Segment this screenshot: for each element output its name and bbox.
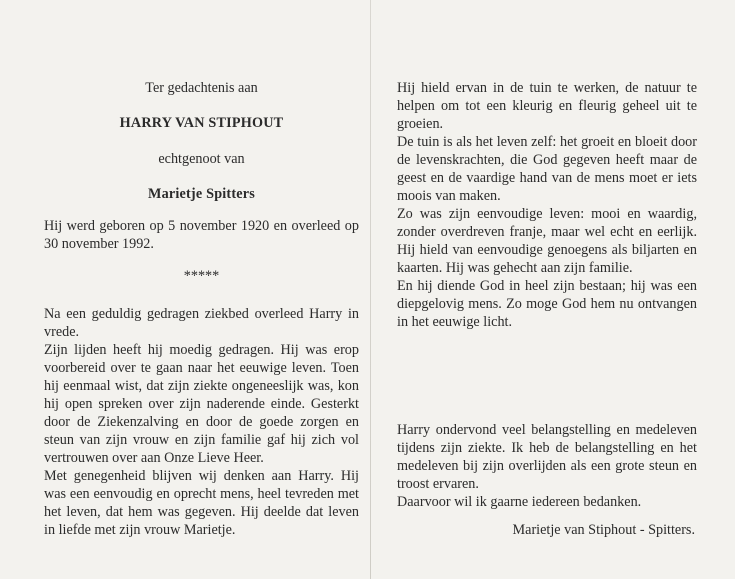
thanks-paragraph: Harry ondervond veel belangstelling en medeleven tijdens zijn ziekte. Ik heb de belangstelling en het medeleven bij zijn overlijden als een grote steun en troost ervaren.: [397, 422, 697, 492]
relation-line: echtgenoot van: [158, 151, 245, 167]
spouse-name: Marietje Spitters: [147, 186, 255, 202]
paragraph: Na een geduldig gedragen ziekbed overleed Harry in vrede.: [44, 306, 359, 340]
paragraph: Met genegenheid blijven wij denken aan Harry. Hij was een eenvoudig en oprecht mens, heel tevreden met het leven, dat hem was gegeven. Hij deelde dat leven in liefde met zijn vrouw Marietje.: [44, 468, 359, 538]
paragraph: De tuin is als het leven zelf: het groeit en bloeit door de levenskrachten, die God gegeven heeft maar de geest en de vaardige hand van de mens moet er iets moois van maken.: [397, 134, 697, 204]
paragraph: Zo was zijn eenvoudige leven: mooi en waardig, zonder overdreven franje, maar wel echt en eerlijk. Hij hield van eenvoudige genoegens als biljarten en kaarten. Hij was gehecht aan zijn familie.: [397, 206, 697, 276]
signature: Marietje van Stiphout - Spitters.: [512, 522, 695, 538]
deceased-name: HARRY VAN STIPHOUT: [119, 115, 284, 131]
left-page: [44, 79, 359, 539]
intro-line: Ter gedachtenis aan: [145, 80, 258, 96]
paragraph: Hij hield ervan in de tuin te werken, de natuur te helpen om tot een kleurig en fleurig geheel uit te groeien.: [397, 80, 697, 132]
paragraph: En hij diende God in heel zijn bestaan; hij was een diepgelovig mens. Zo moge God hem nu ontvangen in het eeuwige licht.: [397, 278, 697, 330]
thanks-closing: Daarvoor wil ik gaarne iedereen bedanken.: [397, 494, 642, 510]
paragraph: Zijn lijden heeft hij moedig gedragen. Hij was erop voorbereid over te gaan naar het eeuwige leven. Toen hij eenmaal wist, dat zijn ziekte ongeneeslijk was, kon hij open spreken over zijn naderende einde. Gesterkt door de Ziekenzalving en door de goede zorgen en steun van zijn vrouw en zijn familie gaf hij zich vol vertrouwen over aan Onze Lieve Heer.: [44, 342, 359, 466]
birth-death-dates: Hij werd geboren op 5 november 1920 en overleed op 30 november 1992.: [44, 218, 359, 252]
separator-stars: *****: [183, 268, 220, 284]
card-fold-line: [370, 0, 371, 579]
right-page: [397, 79, 697, 539]
